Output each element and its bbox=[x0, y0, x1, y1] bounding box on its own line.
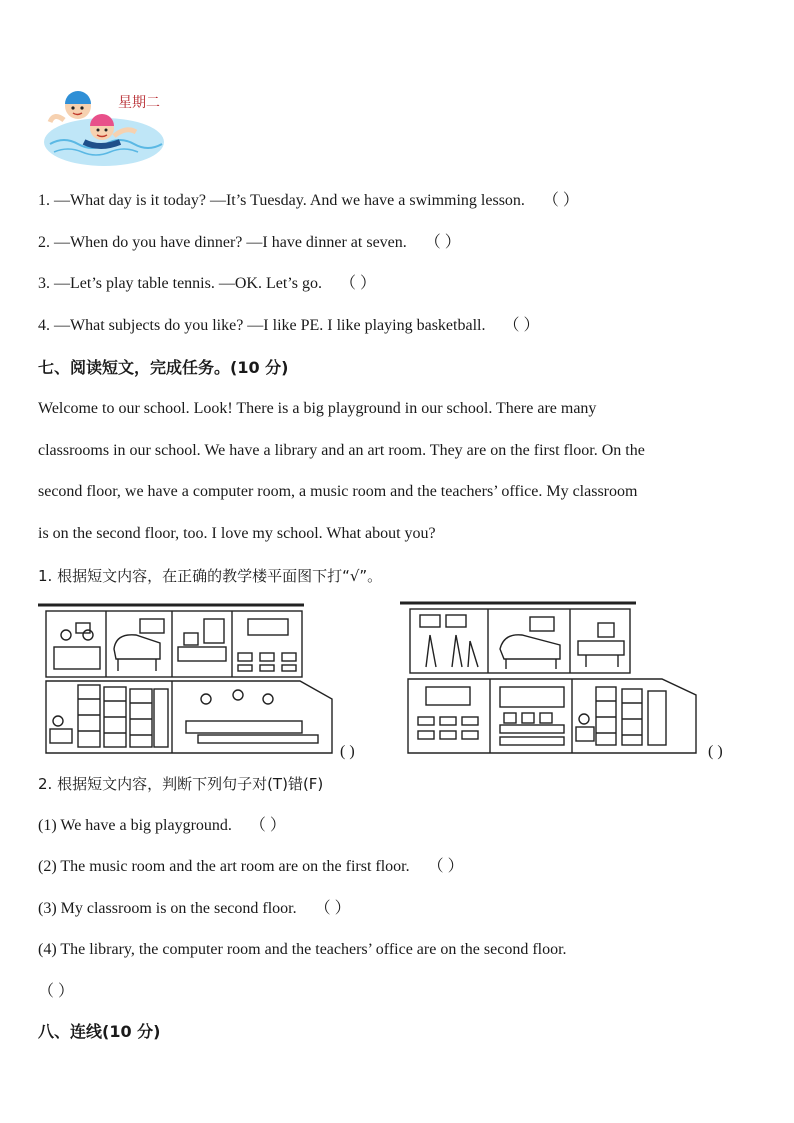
question-4: 4. —What subjects do you like? —I like PE. I like playing basketball. （ ） bbox=[38, 317, 540, 334]
floor-plan-a bbox=[38, 603, 333, 755]
day-label: 星期二 bbox=[118, 95, 160, 111]
question-1: 1. —What day is it today? —It’s Tuesday. And we have a swimming lesson. （ ） bbox=[38, 192, 579, 209]
answer-blank-2[interactable]: （ ） bbox=[424, 234, 461, 251]
passage-line-4: is on the second floor, too. I love my school. What about you? bbox=[38, 525, 436, 542]
answer-blank-4[interactable]: （ ） bbox=[503, 317, 540, 334]
plan-b-answer-blank[interactable]: ( ) bbox=[708, 743, 723, 760]
task-1-instruction: 1. 根据短文内容，在正确的教学楼平面图下打“√”。 bbox=[38, 567, 383, 585]
judgment-blank-1[interactable]: （ ） bbox=[249, 817, 286, 834]
question-2: 2. —When do you have dinner? —I have dinner at seven. （ ） bbox=[38, 234, 461, 251]
question-3: 3. —Let’s play table tennis. —OK. Let’s go. （ ） bbox=[38, 275, 376, 292]
judgment-blank-3[interactable]: （ ） bbox=[314, 900, 351, 917]
section-7-title: 七、阅读短文，完成任务。(10 分) bbox=[38, 358, 289, 377]
passage-line-2: classrooms in our school. We have a library and an art room. They are on the first floor. On the bbox=[38, 442, 645, 459]
judgment-3: (3) My classroom is on the second floor. （ ） bbox=[38, 900, 351, 917]
judgment-2: (2) The music room and the art room are on the first floor. （ ） bbox=[38, 858, 464, 875]
passage-line-3: second floor, we have a computer room, a music room and the teachers’ office. My classroom bbox=[38, 483, 638, 500]
section-8-title: 八、连线(10 分) bbox=[38, 1022, 161, 1041]
answer-blank-1[interactable]: （ ） bbox=[542, 192, 579, 209]
judgment-1: (1) We have a big playground. （ ） bbox=[38, 817, 286, 834]
task-2-instruction: 2. 根据短文内容，判断下列句子对(T)错(F) bbox=[38, 775, 324, 793]
floor-plan-b bbox=[400, 601, 698, 755]
judgment-blank-2[interactable]: （ ） bbox=[427, 858, 464, 875]
passage-line-1: Welcome to our school. Look! There is a big playground in our school. There are many bbox=[38, 400, 597, 417]
answer-blank-3[interactable]: （ ） bbox=[339, 275, 376, 292]
plan-a-answer-blank[interactable]: ( ) bbox=[340, 743, 355, 760]
judgment-4: (4) The library, the computer room and the teachers’ office are on the second floor. bbox=[38, 941, 567, 958]
judgment-blank-4[interactable]: （ ） bbox=[38, 983, 75, 1000]
